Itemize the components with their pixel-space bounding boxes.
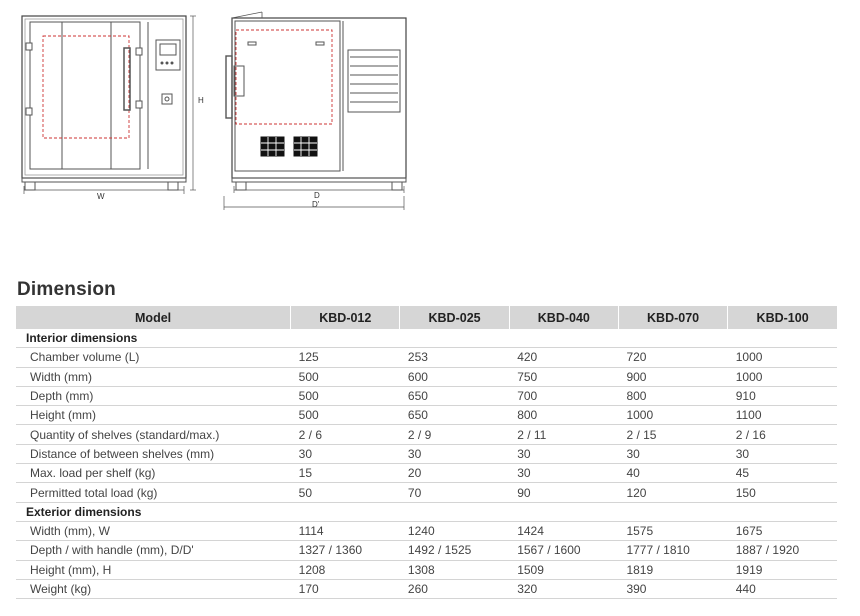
table-cell: 30 — [509, 444, 618, 463]
table-cell: 2 / 11 — [509, 425, 618, 444]
table-header-row — [16, 306, 837, 329]
section-header: Exterior dimensions — [16, 502, 837, 521]
table-cell: 2 / 9 — [400, 425, 509, 444]
table-cell: 700 — [509, 386, 618, 405]
model-header: KBD-070 — [618, 306, 727, 329]
table-cell: 750 — [509, 367, 618, 386]
table-row — [16, 579, 837, 598]
table-cell: 390 — [618, 579, 727, 598]
table-cell: 1887 / 1920 — [728, 541, 837, 560]
table-cell: 1819 — [618, 560, 727, 579]
table-cell: 30 — [509, 464, 618, 483]
table-cell: 800 — [509, 406, 618, 425]
side-view-drawing — [224, 12, 406, 210]
table-cell: 253 — [400, 348, 509, 367]
table-cell: 320 — [509, 579, 618, 598]
table-cell: 1114 — [291, 521, 400, 540]
table-cell: 720 — [618, 348, 727, 367]
table-cell: 1100 — [728, 406, 837, 425]
table-cell: 800 — [618, 386, 727, 405]
table-body — [16, 329, 837, 599]
height-dimension-label: H — [198, 96, 204, 105]
row-label: Max. load per shelf (kg) — [16, 464, 291, 483]
model-column-header: Model — [16, 306, 291, 329]
table-cell: 1509 — [509, 560, 618, 579]
row-label: Depth (mm) — [16, 386, 291, 405]
table-cell: 1208 — [291, 560, 400, 579]
model-header: KBD-100 — [728, 306, 837, 329]
row-label: Quantity of shelves (standard/max.) — [16, 425, 291, 444]
dimension-spec-table — [16, 306, 837, 599]
table-cell: 1575 — [618, 521, 727, 540]
table-cell: 260 — [400, 579, 509, 598]
table-cell: 120 — [618, 483, 727, 502]
table-row — [16, 464, 837, 483]
table-cell: 50 — [291, 483, 400, 502]
table-row — [16, 367, 837, 386]
table-cell: 20 — [400, 464, 509, 483]
table-cell: 500 — [291, 367, 400, 386]
table-row — [16, 386, 837, 405]
table-cell: 440 — [728, 579, 837, 598]
row-label: Permitted total load (kg) — [16, 483, 291, 502]
table-cell: 1240 — [400, 521, 509, 540]
table-cell: 2 / 16 — [728, 425, 837, 444]
table-cell: 30 — [618, 444, 727, 463]
table-cell: 500 — [291, 406, 400, 425]
depth-with-handle-dimension-label: D' — [312, 200, 320, 209]
table-cell: 1000 — [728, 348, 837, 367]
table-cell: 45 — [728, 464, 837, 483]
table-row — [16, 406, 837, 425]
table-cell: 1000 — [618, 406, 727, 425]
table-cell: 1567 / 1600 — [509, 541, 618, 560]
model-header: KBD-012 — [291, 306, 400, 329]
depth-dimension-label: D — [314, 191, 320, 200]
table-row — [16, 521, 837, 540]
row-label: Width (mm), W — [16, 521, 291, 540]
row-label: Distance of between shelves (mm) — [16, 444, 291, 463]
table-cell: 1777 / 1810 — [618, 541, 727, 560]
table-row — [16, 425, 837, 444]
section-header: Interior dimensions — [16, 329, 837, 348]
table-cell: 40 — [618, 464, 727, 483]
table-cell: 30 — [400, 444, 509, 463]
table-cell: 30 — [728, 444, 837, 463]
row-label: Chamber volume (L) — [16, 348, 291, 367]
width-dimension-label: W — [97, 192, 105, 201]
table-cell: 1492 / 1525 — [400, 541, 509, 560]
table-cell: 150 — [728, 483, 837, 502]
row-label: Depth / with handle (mm), D/D' — [16, 541, 291, 560]
table-cell: 420 — [509, 348, 618, 367]
table-cell: 500 — [291, 386, 400, 405]
table-cell: 910 — [728, 386, 837, 405]
table-cell: 650 — [400, 386, 509, 405]
table-row — [16, 444, 837, 463]
table-cell: 900 — [618, 367, 727, 386]
technical-drawings — [0, 0, 860, 240]
table-cell: 90 — [509, 483, 618, 502]
table-cell: 1327 / 1360 — [291, 541, 400, 560]
table-cell: 1000 — [728, 367, 837, 386]
row-label: Width (mm) — [16, 367, 291, 386]
table-cell: 125 — [291, 348, 400, 367]
row-label: Height (mm), H — [16, 560, 291, 579]
table-cell: 2 / 15 — [618, 425, 727, 444]
table-cell: 600 — [400, 367, 509, 386]
table-cell: 30 — [291, 444, 400, 463]
table-cell: 70 — [400, 483, 509, 502]
model-header: KBD-040 — [509, 306, 618, 329]
table-row — [16, 541, 837, 560]
section-header-row — [16, 502, 837, 521]
section-title: Dimension — [17, 279, 116, 300]
table-cell: 2 / 6 — [291, 425, 400, 444]
row-label: Weight (kg) — [16, 579, 291, 598]
front-view-drawing — [22, 16, 196, 194]
table-cell: 650 — [400, 406, 509, 425]
model-header: KBD-025 — [400, 306, 509, 329]
table-row — [16, 483, 837, 502]
table-cell: 170 — [291, 579, 400, 598]
table-row — [16, 560, 837, 579]
table-row — [16, 348, 837, 367]
table-cell: 1424 — [509, 521, 618, 540]
row-label: Height (mm) — [16, 406, 291, 425]
table-cell: 15 — [291, 464, 400, 483]
table-cell: 1675 — [728, 521, 837, 540]
table-cell: 1308 — [400, 560, 509, 579]
table-cell: 1919 — [728, 560, 837, 579]
section-header-row — [16, 329, 837, 348]
